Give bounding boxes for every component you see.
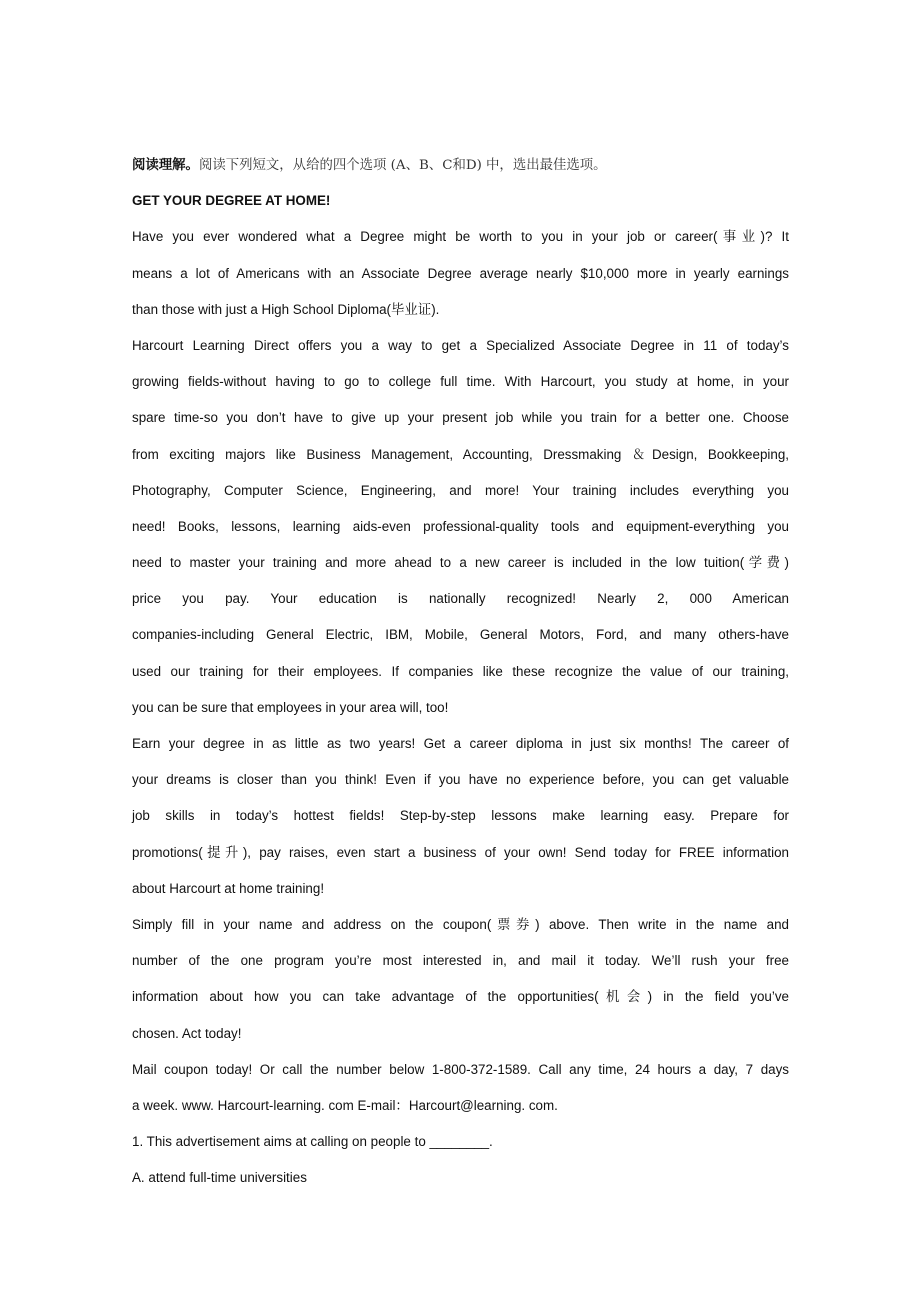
text-line: Have you ever wondered what a Degree might be worth to you in your job or career(事业)? It	[132, 229, 789, 245]
text-line: your dreams is closer than you think! Even if you have no experience before, you can get valuable	[132, 772, 789, 788]
text-line: about Harcourt at home training!	[132, 880, 325, 896]
passage-title: GET YOUR DEGREE AT HOME!	[132, 193, 331, 209]
text-line: companies-including General Electric, IBM, Mobile, General Motors, Ford, and many others-have	[132, 627, 789, 643]
text-line: information about how you can take advantage of the opportunities(机会) in the field you’ve	[132, 989, 789, 1005]
text-line: chosen. Act today!	[132, 1025, 242, 1041]
passage-lines	[132, 219, 789, 1196]
text-line: from exciting majors like Business Management, Accounting, Dressmaking ＆Design, Bookkeeping,	[132, 446, 789, 462]
instruction-line	[132, 147, 789, 183]
text-line: you can be sure that employees in your area will, too!	[132, 699, 449, 715]
text-line: Simply fill in your name and address on the coupon(票券) above. Then write in the name and	[132, 916, 789, 932]
instruction-text: 阅读下列短文，从给的四个选项 (A、B、C和D) 中，选出最佳选项。	[198, 158, 607, 173]
text-line: Photography, Computer Science, Engineering, and more! Your training includes everything you	[132, 482, 789, 498]
text-line: used our training for their employees. If companies like these recognize the value of our training,	[132, 663, 789, 679]
document-body	[132, 147, 789, 1196]
text-line: need! Books, lessons, learning aids-even professional-quality tools and equipment-everything you	[132, 518, 789, 534]
text-line: Harcourt Learning Direct offers you a way to get a Specialized Associate Degree in 11 of today’s	[132, 337, 789, 353]
text-line: job skills in today’s hottest fields! Step-by-step lessons make learning easy. Prepare for	[132, 808, 789, 824]
text-line: Earn your degree in as little as two years! Get a career diploma in just six months! The career of	[132, 736, 789, 751]
text-line: promotions(提升), pay raises, even start a business of your own! Send today for FREE information	[132, 844, 789, 860]
text-line: A. attend full-time universities	[132, 1170, 307, 1186]
text-line: growing fields-without having to go to college full time. With Harcourt, you study at home, in your	[132, 374, 789, 390]
text-line: need to master your training and more ahead to a new career is included in the low tuition(学费)	[132, 555, 789, 571]
text-line: a week. www. Harcourt-learning. com E-mail：Harcourt@learning. com.	[132, 1097, 558, 1113]
instruction-label: 阅读理解。	[132, 157, 199, 172]
text-line: spare time-so you don’t have to give up your present job while you train for a better one. Choose	[132, 410, 789, 426]
text-line: 1. This advertisement aims at calling on people to ________.	[132, 1134, 493, 1150]
text-line: than those with just a High School Diploma(毕业证).	[132, 301, 440, 317]
text-line: price you pay. Your education is nationally recognized! Nearly 2, 000 American	[132, 591, 789, 607]
text-line: number of the one program you’re most interested in, and mail it today. We’ll rush your free	[132, 953, 789, 969]
text-line: means a lot of Americans with an Associate Degree average nearly $10,000 more in yearly earnings	[132, 265, 789, 281]
text-line: Mail coupon today! Or call the number below 1-800-372-1589. Call any time, 24 hours a day, 7 days	[132, 1061, 789, 1077]
